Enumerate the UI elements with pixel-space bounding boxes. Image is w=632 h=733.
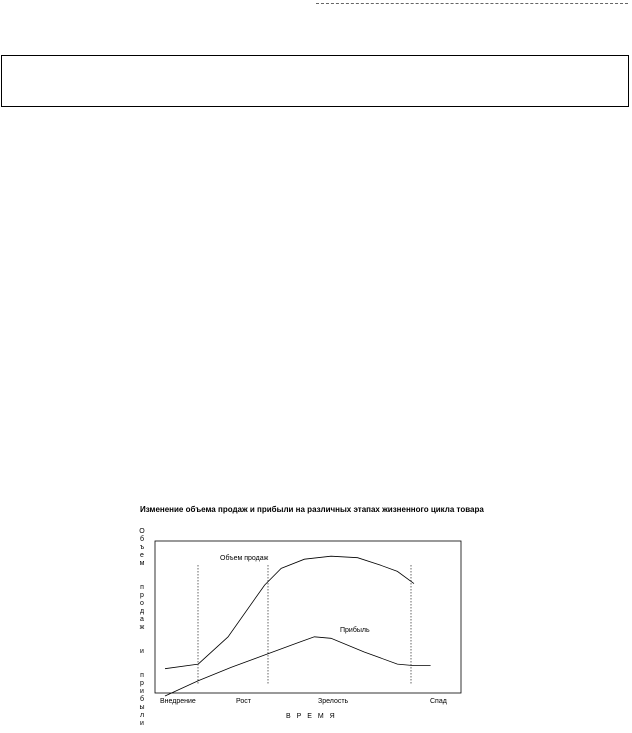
- y-axis-label-char: [137, 568, 147, 576]
- y-axis-label-char: д: [139, 608, 145, 615]
- y-axis-label-char: р: [140, 680, 144, 687]
- profit-line: [165, 637, 431, 696]
- y-axis-label: [137, 528, 147, 728]
- y-axis-label-char: [137, 664, 147, 672]
- y-axis-label-char: е: [140, 552, 144, 559]
- y-axis-label-char: [137, 640, 147, 648]
- y-axis-label-char: и: [140, 688, 144, 695]
- y-axis-label-char: п: [140, 672, 144, 679]
- y-axis-label-char: [137, 576, 147, 584]
- series-label-profit: Прибыль: [340, 627, 370, 634]
- y-axis-label-char: п: [140, 584, 144, 591]
- x-tick-label-2: Рост: [236, 698, 251, 705]
- x-tick-label-4: Спад: [430, 698, 447, 705]
- y-axis-label-char: л: [139, 712, 145, 719]
- chart-title: Изменение объема продаж и прибыли на различных этапах жизненного цикла товара: [140, 505, 484, 514]
- y-axis-label-char: [137, 632, 147, 640]
- y-axis-label-char: и: [140, 720, 144, 727]
- plot-frame: [155, 541, 461, 693]
- x-axis-label: В Р Е М Я: [286, 713, 337, 720]
- y-axis-label-char: р: [140, 592, 144, 599]
- y-axis-label-char: ъ: [139, 544, 145, 551]
- y-axis-label-char: о: [140, 600, 144, 607]
- y-axis-label-char: [137, 656, 147, 664]
- y-axis-label-char: ж: [139, 624, 145, 631]
- y-axis-label-char: ы: [139, 704, 145, 711]
- x-tick-label-3: Зрелость: [318, 698, 349, 705]
- y-axis-label-char: б: [139, 696, 144, 703]
- y-axis-label-char: а: [140, 616, 144, 623]
- y-axis-label-char: и: [140, 648, 144, 655]
- sales-line: [165, 556, 414, 669]
- series-label-sales: Объем продаж: [220, 555, 269, 562]
- x-tick-label-1: Внедрение: [160, 698, 196, 705]
- y-axis-label-char: б: [139, 536, 144, 543]
- y-axis-label-char: О: [139, 528, 145, 535]
- y-axis-label-char: м: [139, 560, 145, 567]
